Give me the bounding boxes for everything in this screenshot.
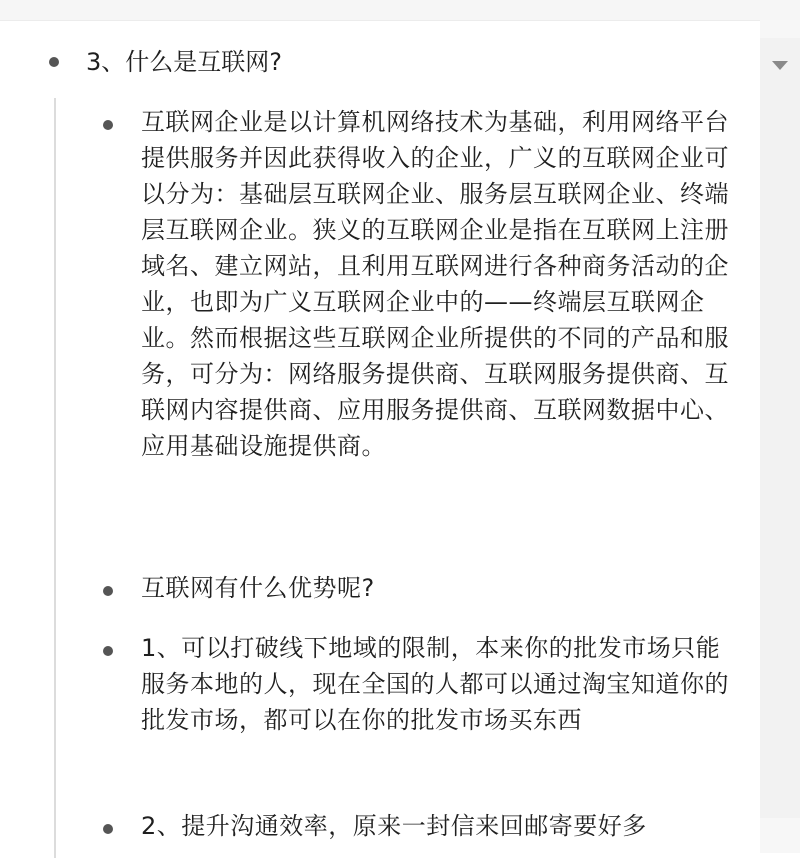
outline-child-text[interactable]: 互联网有什么优势呢? xyxy=(141,574,375,602)
bullet-icon[interactable] xyxy=(103,586,113,596)
outline-child-text[interactable]: 互联网企业是以计算机网络技术为基础，利用网络平台提供服务并因此获得收入的企业，广义的互联网企业可以分为：基础层互联网企业、服务层互联网企业、终端层互联网企业。狭义的互联网企业是指在互联网上注册域名、建立网站，且利用互联网进行各种商务活动的企业，也即为广义互联网企业中的——终端层互联网企业。然而根据这些互联网企业所提供的不同的产品和服务，可分为：网络服务提供商、互联网服务提供商、互联网内容提供商、应用服务提供商、互联网数据中心、应用基础设施提供商。 xyxy=(141,108,729,460)
outline-child-text[interactable]: 2、提升沟通效率，原来一封信来回邮寄要好多 xyxy=(141,812,647,840)
outline-child-text[interactable]: 1、可以打破线下地域的限制，本来你的批发市场只能服务本地的人，现在全国的人都可以通过淘宝知道你的批发市场，都可以在你的批发市场买东西 xyxy=(141,634,729,734)
bullet-icon[interactable] xyxy=(103,824,113,834)
outline-thread-line xyxy=(54,98,56,858)
outline-bullet-icon[interactable] xyxy=(49,57,59,67)
outline-node-title[interactable]: 3、什么是互联网? xyxy=(86,48,283,76)
bullet-icon[interactable] xyxy=(103,646,113,656)
top-toolbar-strip xyxy=(0,0,800,21)
bullet-icon[interactable] xyxy=(103,120,113,130)
collapse-chevron-icon[interactable] xyxy=(772,61,788,70)
scroll-track[interactable] xyxy=(760,38,800,818)
right-scroll-panel[interactable] xyxy=(760,20,800,853)
